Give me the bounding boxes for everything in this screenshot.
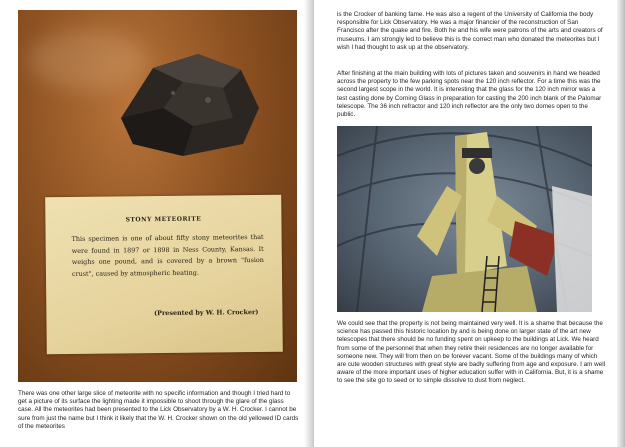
left-page	[0, 0, 312, 447]
meteorite-photo	[18, 10, 297, 382]
right-paragraph-1: is the Crocker of banking fame. He was also a regent of the University of California the body responsible for Lick Observatory. He was a major financier of the reconstruction of San Francisco after the quake and fire. Both he and his wife were patrons of the arts and creators of museums. I am strongly led to believe this is the correct man who donated the meteorites but I wish I had thought to ask up at the observatory.	[337, 11, 603, 51]
telescope-photo	[337, 126, 592, 312]
card-signature: (Presented by W. H. Crocker)	[154, 308, 259, 318]
right-paragraph-3: We could see that the property is not being maintained very well. It is a shame that because the science has passed this historic location by and is being done on larger state of the art new telescopes that there should be no funding spent on upkeep to the buildings at Lick. We heard from some of the personnel that when they retire their residences are no longer available for someone new. They will from then on be forever vacant. Some of the buildings many of which are cute wooden structures with great style are badly suffering from age and exposure. I am well aware of the more important uses of higher education suffer with in California. But, it is a shame to see the site go to seed or to simple dissolve to dust from neglect.	[337, 320, 605, 385]
card-title: STONY METEORITE	[125, 215, 202, 224]
right-page	[314, 0, 625, 447]
telescope-illustration	[337, 126, 592, 312]
card-body: This specimen is one of about fifty stony meteorites that were found in 1897 or 1898 in Ness County, Kansas. It weighs one pound, and is covered by a brown "fusion crust", caused by atmospheric heating.	[71, 232, 264, 278]
meteorite-id-card	[45, 195, 283, 354]
right-paragraph-2: After finishing at the main building with lots of pictures taken and souvenirs in hand we headed across the property to the few parking spots near the 120 inch reflector. For a time this was the second largest scope in the world. It is interesting that the glass for the 120 inch mirror was a test casting done by Corning Glass in preparation for casting the 200 inch blank of the Palomar telescope. The 36 inch refractor and 120 inch reflector are the only two domes open to the public.	[337, 70, 602, 119]
page-edge	[617, 0, 625, 447]
left-paragraph: There was one other large slice of meteorite with no specific information and though I tried hard to get a picture of its surface the lighting made it impossible to shoot through the glare of the glass case. All the meteorites had been presented to the Lick Observatory by a W. H. Crocker. I cannot be sure from just the name but I think it likely that the W. H. Crocker shown on the old yellowed ID cards of the meteorites	[18, 390, 299, 430]
meteorite-rock	[113, 48, 263, 158]
